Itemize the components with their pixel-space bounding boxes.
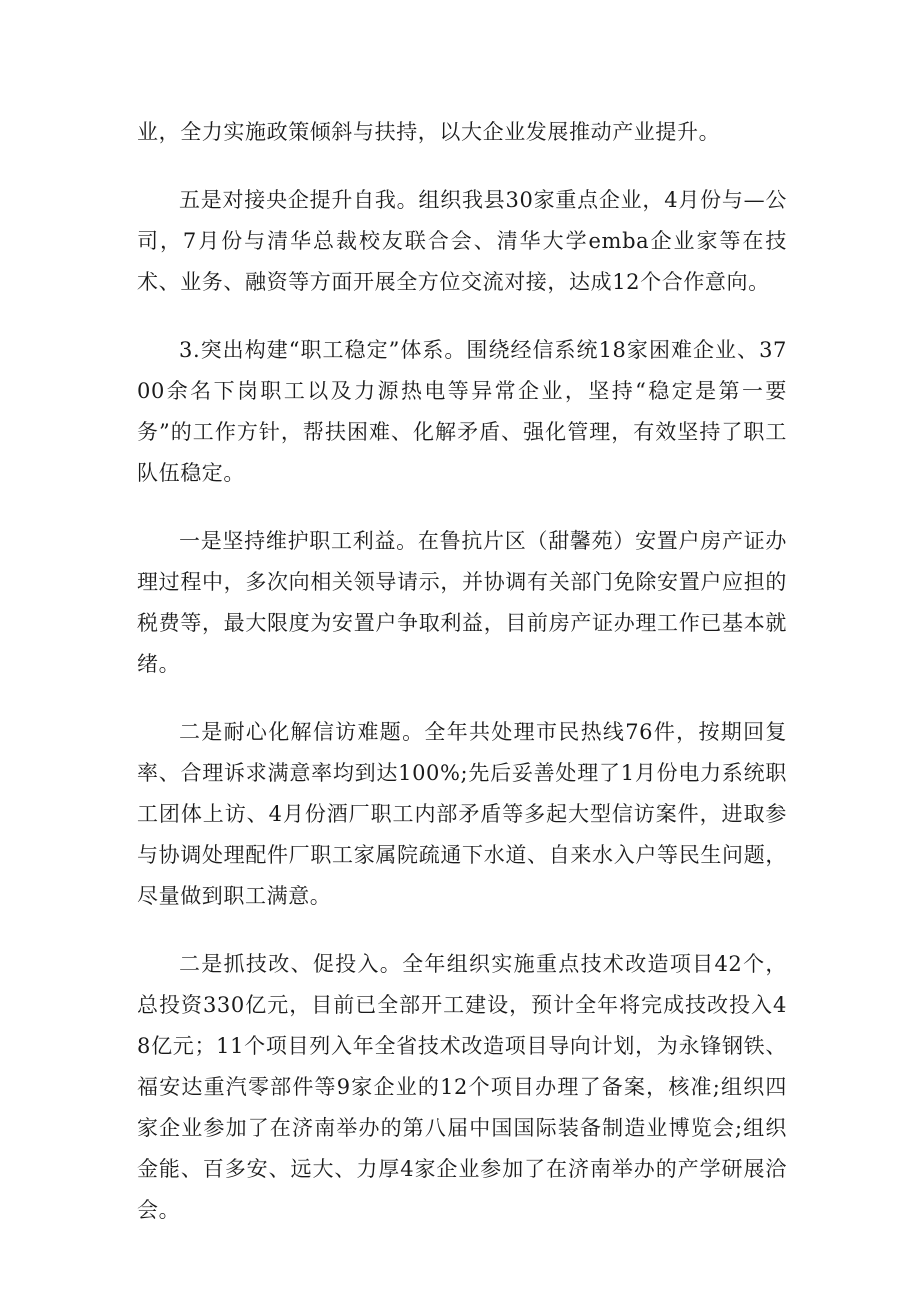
paragraph-tech-investment: 二是抓技改、促投入。全年组织实施重点技术改造项目42个，总投资330亿元，目前已全部开工建设，预计全年将完成技改投入48亿元；11个项目列入年全省技术改造项目导向计划，为永锋钢铁、福安达重汽零部件等9家企业的12个项目办理了备案，核准;组织四家企业参加了在济南举办的第八届中国国际装备制造业博览会;组织金能、百多安、远大、力厚4家企业参加了在济南举办的产学研展洽会。 [137, 952, 787, 1222]
document-body [137, 112, 787, 1258]
paragraph-continued: 业，全力实施政策倾斜与扶持，以大企业发展推动产业提升。 [137, 120, 721, 144]
paragraph-petitions: 二是耐心化解信访难题。全年共处理市民热线76件，按期回复率、合理诉求满意率均到达100%;先后妥善处理了1月份电力系统职工团体上访、4月份酒厂职工内部矛盾等多起大型信访案件，进取参与协调处理配件厂职工家属院疏通下水道、自来水入户等民生问题，尽量做到职工满意。 [137, 720, 787, 908]
paragraph-central-enterprises: 五是对接央企提升自我。组织我县30家重点企业，4月份与—公司，7月份与清华总裁校友联合会、清华大学emba企业家等在技术、业务、融资等方面开展全方位交流对接，达成12个合作意向。 [137, 188, 787, 294]
paragraph-worker-interests: 一是坚持维护职工利益。在鲁抗片区（甜馨苑）安置户房产证办理过程中，多次向相关领导请示，并协调有关部门免除安置户应担的税费等，最大限度为安置户争取利益，目前房产证办理工作已基本就绪。 [137, 529, 787, 676]
paragraph-worker-stability: 3.突出构建“职工稳定”体系。围绕经信系统18家困难企业、3700余名下岗职工以及力源热电等异常企业，坚持“稳定是第一要务”的工作方针，帮扶困难、化解矛盾、强化管理，有效坚持了职工队伍稳定。 [137, 338, 787, 485]
